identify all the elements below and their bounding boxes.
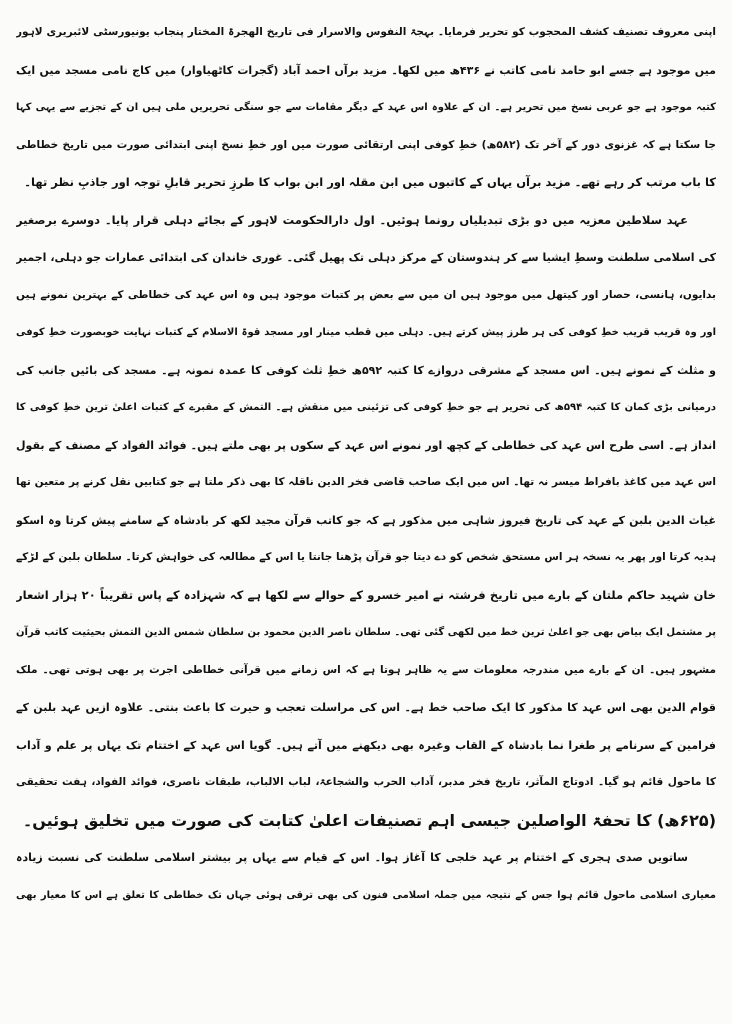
text-line: درمیانی بڑی کمان کا کتبہ ۵۹۴ھ کی تحریر ہے جو خطِ کوفی کی تزئینی میں منقش ہے۔ التمش کے مقبرے کے کتبات اعلیٰ ترین خطِ کوفی کا bbox=[16, 402, 716, 413]
text-line: معیاری اسلامی ماحول قائم ہوا جس کے نتیجہ میں جملہ اسلامی فنون کی بھی ترقی ہوئی جہاں تک خطاطی کا تعلق ہے اس کا معیار بھی bbox=[16, 889, 716, 901]
text-line: و مثلث کے نمونے ہیں۔ اس مسجد کے مشرقی دروازے کا کتبہ ۵۹۲ھ خطِ ثلث کوفی کا عمدہ نمونہ ہے۔ مسجد کی بائیں جانب کی bbox=[16, 363, 716, 377]
text-line: خان شہید حاکم ملتان کے بارے میں تاریخ فرشتہ نے امیر خسرو کے حوالے سے لکھا ہے کہ شہزادہ کے پاس تقریباً ۲۰ ہزار اشعار bbox=[16, 587, 716, 602]
text-line: قوام الدین بھی اس عہد کا مذکور کا ایک صاحب خط ہے۔ اس کی مراسلت تعجب و حیرت کا باعث بنتی۔ علاوہ ازیں عہد بلبن کے bbox=[16, 701, 716, 714]
text-line: (۶۲۵ھ) کا تحفۃ الواصلین جیسی اہم تصنیفات اعلیٰ کتابت کی صورت میں تخلیق ہوئیں۔ bbox=[22, 810, 716, 830]
paragraph-start-line: ساتویں صدی ہجری کے اختتام پر عہد خلجی کا آغاز ہوا۔ اس کے قیام سے یہاں پر بیشتر اسلامی سلطنت کی نسبت زیادہ bbox=[16, 851, 688, 864]
text-line: اپنی معروف تصنیف کشف المحجوب کو تحریر فرمایا۔ بہجۃ النفوس والاسرار فی تاریخ الھجرۃ المختار پنجاب یونیورسٹی لائبریری لاہور bbox=[16, 26, 716, 38]
text-line: بدایوں، ہانسی، حصار اور کیتھل میں موجود ہیں ان میں سے بعض پر کتبات موجود ہیں وہ اس عہد کی خطاطی کے بہترین نمونے ہیں bbox=[16, 288, 716, 301]
text-line: ہدیہ کرتا اور پھر یہ نسخہ ہر اس مستحق شخص کو دے دیتا جو قرآن پڑھنا جانتا یا اس کے مطالعہ کی خواہش کرتا۔ سلطان بلبن کے لڑکے bbox=[16, 551, 716, 563]
text-line: فرامین کے سرنامے پر طغرا نما بادشاہ کے القاب وغیرہ بھی دیکھنے میں آتے ہیں۔ گویا اس عہد کے اختتام تک یہاں پر علم و آداب bbox=[16, 738, 716, 752]
text-line: اور وہ قریب قریب خطِ کوفی کی ہر طرز پیش کرتے ہیں۔ دہلی میں قطب مینار اور مسجد قوۃ الاسلام کے کتبات نہایت خوبصورت خطِ کوفی bbox=[16, 327, 716, 338]
text-line: کی اسلامی سلطنت وسطِ ایشیا سے کر ہندوستان کے مرکز دہلی تک پھیل گئی۔ غوری خاندان کی ابتدائی عمارات جو دہلی، اجمیر bbox=[16, 251, 716, 264]
text-line: کتبہ موجود ہے جو عربی نسخ میں تحریر ہے۔ ان کے علاوہ اس عہد کے دیگر مقامات سے جو سنگی تحریریں ملی ہیں ان کے تجزیے سے یہی کہا bbox=[16, 102, 716, 113]
text-line: اس عہد میں کاغذ بافراط میسر نہ تھا۔ اس میں ایک صاحب قاضی فخر الدین ناقلہ کا بھی ذکر ملتا ہے جو کتابیں نقل کرنے پر متعین تھا bbox=[16, 476, 716, 488]
text-line: کا باب مرتب کر رہے تھے۔ مزید برآں یہاں کے کاتبوں میں ابن مقلہ اور ابن بواب کا طرزِ تحریر قابلِ توجہ اور جاذبِ نظر تھا۔ bbox=[24, 175, 716, 189]
text-line: انداز ہے۔ اسی طرح اس عہد کی خطاطی کے کچھ اور نمونے اس عہد کے سکوں پر بھی ملتے ہیں۔ فوائد الفواد کے مصنف کے بقول bbox=[16, 438, 716, 452]
paragraph-start-line: عہد سلاطین معزیہ میں دو بڑی تبدیلیاں رونما ہوئیں۔ اول دارالحکومت لاہور کے بجائے دہلی قرار پایا۔ دوسرے برصغیر bbox=[16, 212, 688, 227]
text-line: پر مشتمل ایک بیاض بھی جو اعلیٰ ترین خط میں لکھی گئی تھی۔ سلطان ناصر الدین محمود بن سلطان شمس الدین التمش بحیثیت کاتب قرآن bbox=[16, 627, 716, 638]
text-line: غیاث الدین بلبن کے عہد کی تاریخ فیروز شاہی میں مذکور ہے کہ جو کاتب قرآن مجید لکھ کر بادشاہ کے سامنے پیش کرتا وہ اسکو bbox=[16, 513, 716, 527]
text-line: مشہور ہیں۔ ان کے بارے میں مندرجہ معلومات سے یہ ظاہر ہوتا ہے کہ اس زمانے میں قرآنی خطاطی اجرت پر بھی ہوتی تھی۔ ملک bbox=[16, 663, 716, 676]
document-body bbox=[16, 14, 716, 914]
text-line: کا ماحول قائم ہو گیا۔ ادوتاج المآثر، تاریخ فخر مدبر، آداب الحرب والشجاعۃ، لباب الالباب، طبقات ناصری، فوائد الفواد، ہفت تحقیقی bbox=[16, 776, 716, 788]
text-line: میں موجود ہے جسے ابو حامد نامی کاتب نے ۴۳۶ھ میں لکھا۔ مزید برآں احمد آباد (گجرات کاٹھیاوار) میں کاج نامی مسجد میں ایک bbox=[16, 63, 716, 77]
text-line: جا سکتا ہے کہ غزنوی دور کے آخر تک (۵۸۲ھ) خطِ کوفی اپنی ارتقائی صورت میں اور خطِ نسخ اپنی ابتدائی صورت میں تاریخ خطاطی bbox=[16, 138, 716, 151]
